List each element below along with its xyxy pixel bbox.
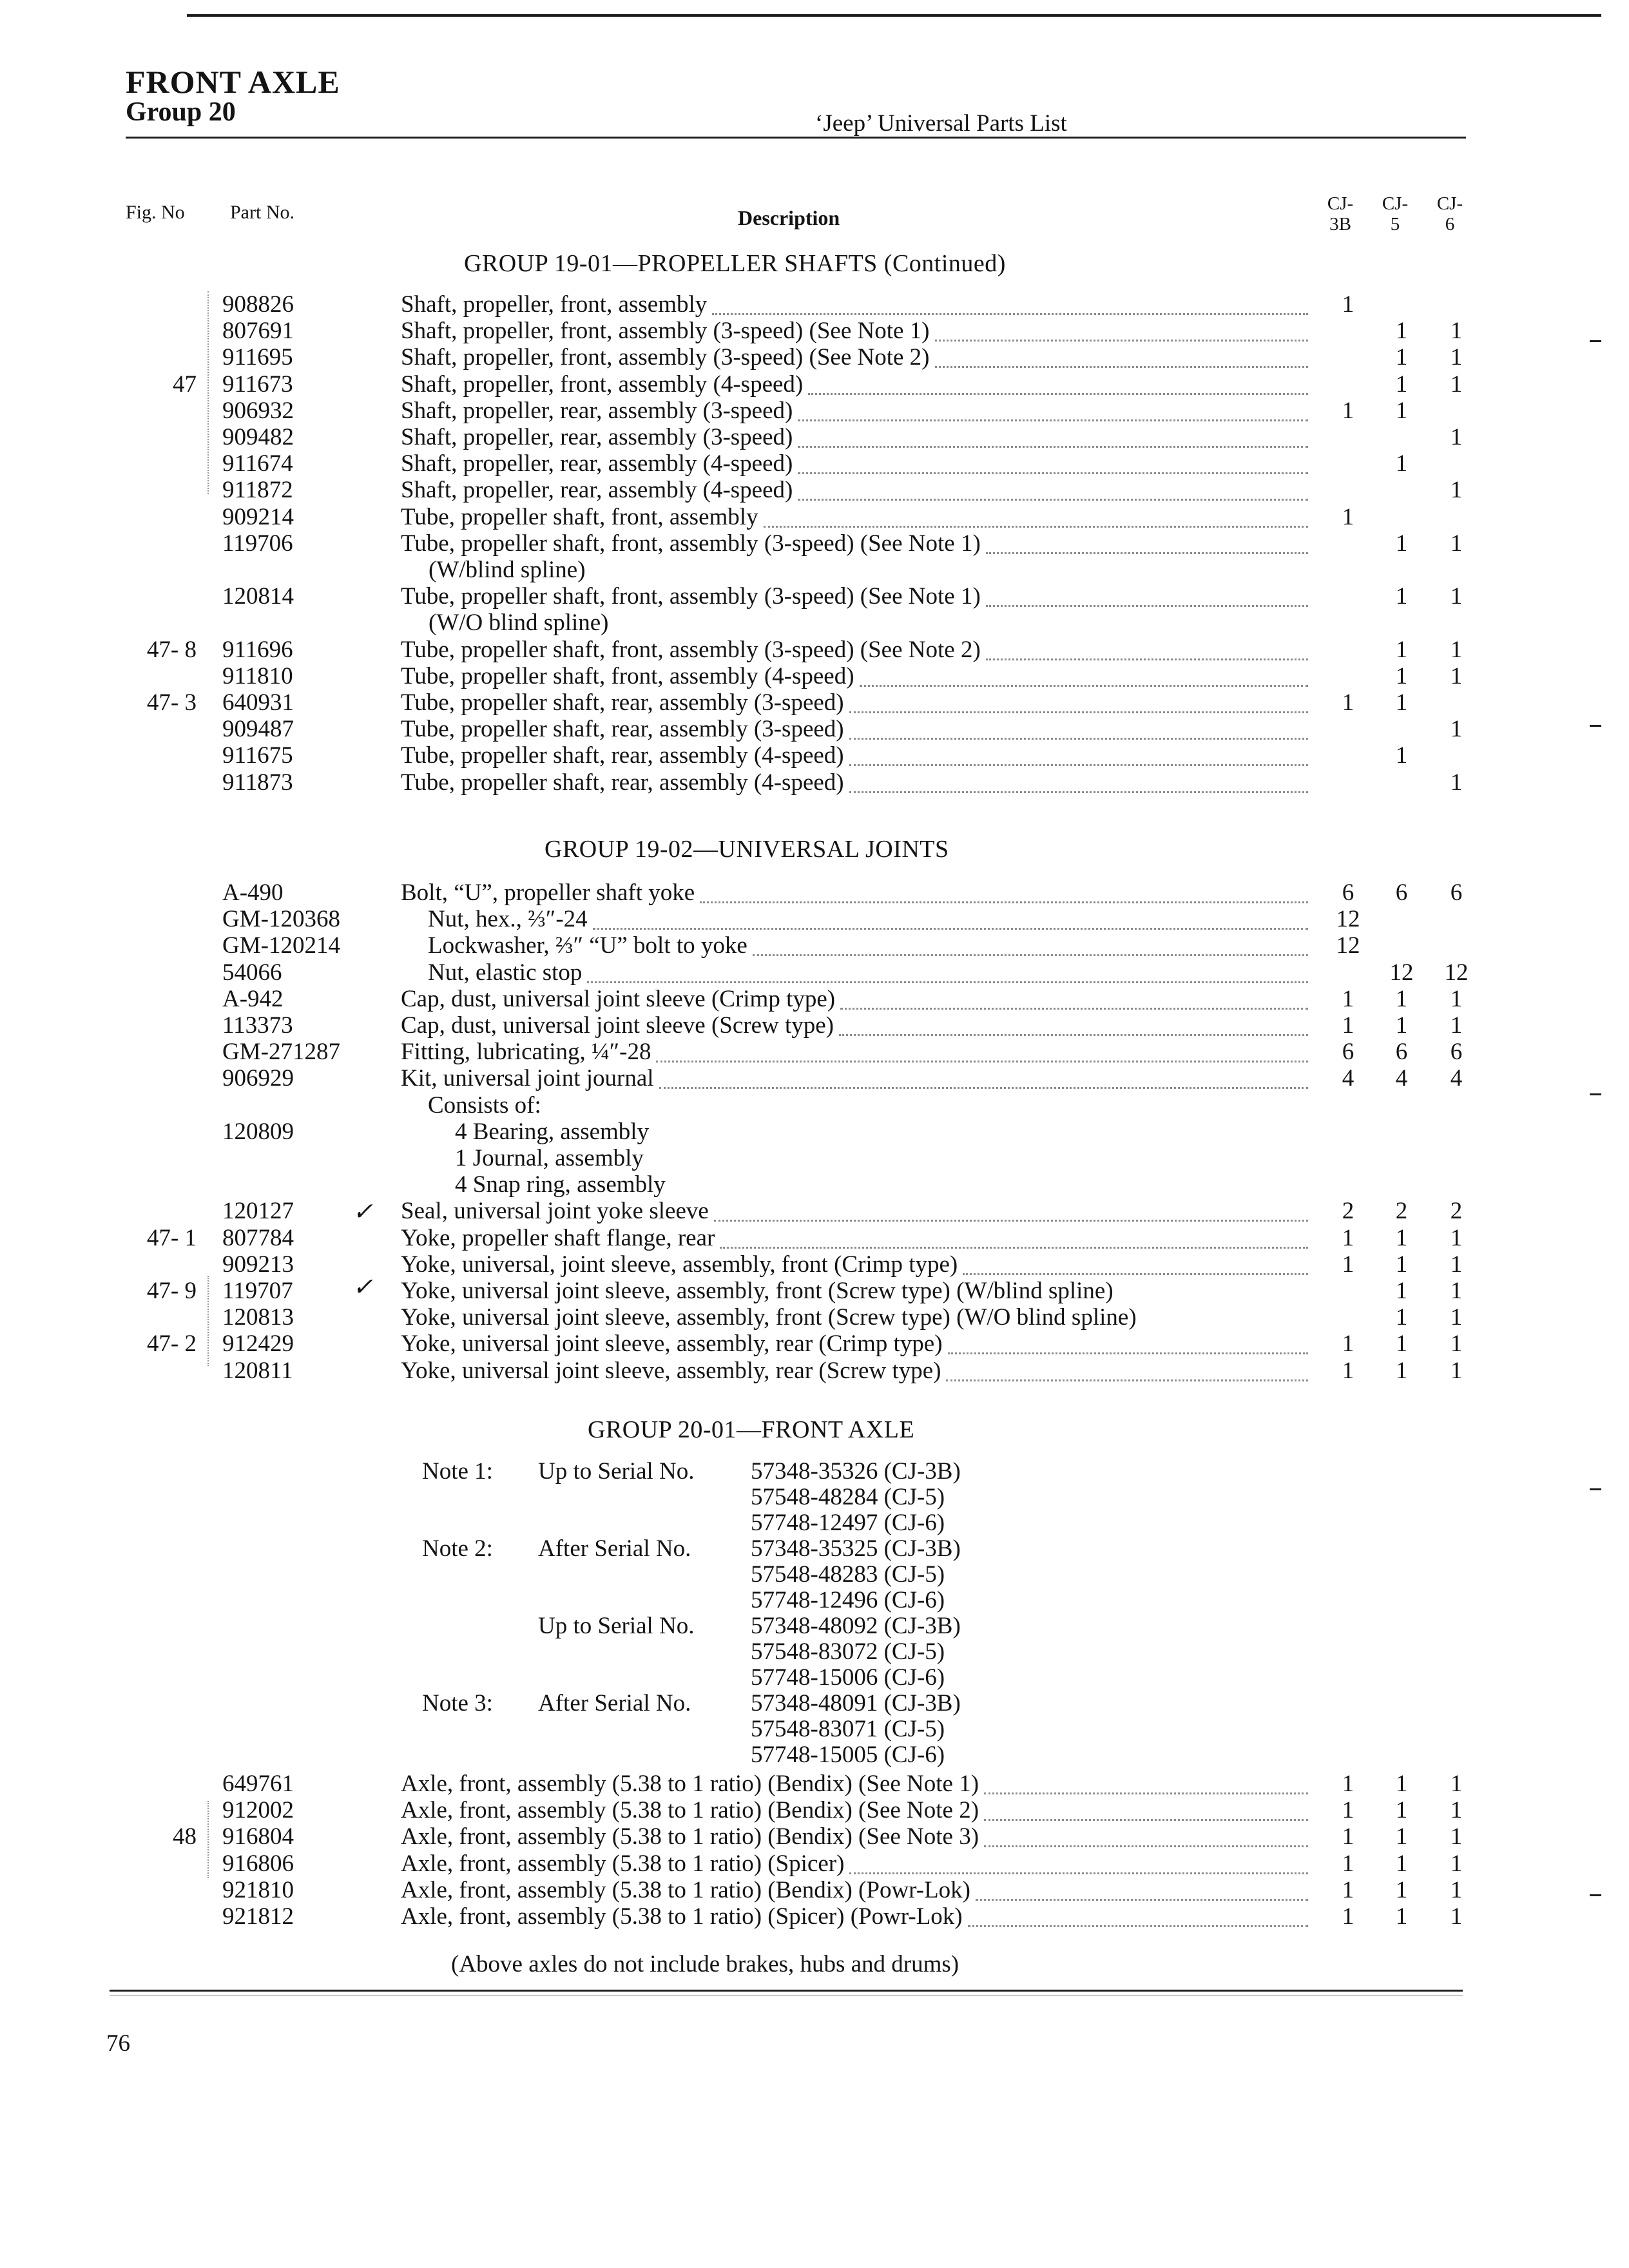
note-serial: 57748-15006 (CJ-6) xyxy=(751,1664,945,1691)
table-row xyxy=(0,1065,1629,1093)
qty-cj5: 1 xyxy=(1395,636,1408,663)
qty-cj3b: 1 xyxy=(1342,1331,1354,1358)
table-row xyxy=(0,663,1629,691)
qty-cj3b: 1 xyxy=(1342,397,1354,424)
part-description: Shaft, propeller, rear, assembly (3-speed) xyxy=(401,397,793,424)
qty-cj5: 1 xyxy=(1395,1357,1408,1384)
part-number: 911673 xyxy=(222,370,293,398)
part-description: Nut, elastic stop xyxy=(428,959,583,986)
qty-cj5: 12 xyxy=(1389,959,1414,986)
part-description: Tube, propeller shaft, rear, assembly (3-speed) xyxy=(401,689,844,716)
table-row xyxy=(0,637,1629,665)
qty-cj6: 1 xyxy=(1450,1251,1463,1278)
table-row xyxy=(0,879,1629,908)
part-number: 909482 xyxy=(222,424,294,450)
table-row xyxy=(0,1278,1629,1306)
qty-cj6: 1 xyxy=(1450,1012,1463,1039)
part-number: 916804 xyxy=(222,1823,294,1850)
qty-cj6: 1 xyxy=(1450,583,1463,610)
leader-dots xyxy=(849,735,1308,740)
qty-cj6: 1 xyxy=(1450,1278,1463,1304)
qty-cj5: 1 xyxy=(1395,742,1408,769)
qty-cj5: 1 xyxy=(1395,1771,1408,1797)
table-row xyxy=(0,583,1629,611)
table-row xyxy=(0,1903,1629,1932)
qty-cj3b: 1 xyxy=(1342,1771,1354,1797)
table-row-continuation xyxy=(0,610,1629,638)
column-header-cj6: CJ- 6 xyxy=(1436,193,1463,235)
leader-dots xyxy=(986,602,1308,607)
part-number: 807784 xyxy=(222,1224,294,1251)
check-mark: ✓ xyxy=(352,1198,373,1225)
part-number: 649761 xyxy=(222,1771,294,1797)
part-description: Axle, front, assembly (5.38 to 1 ratio) (Bendix) (See Note 1) xyxy=(401,1771,979,1797)
table-row xyxy=(0,1877,1629,1905)
qty-cj3b: 1 xyxy=(1342,1224,1354,1251)
leader-dots xyxy=(587,979,1308,983)
table-row xyxy=(0,318,1629,346)
part-description: Yoke, universal joint sleeve, assembly, front (Screw type) (W/blind spline) xyxy=(401,1278,1113,1304)
leader-dots xyxy=(798,470,1308,474)
part-description: Fitting, lubricating, ¼″-28 xyxy=(401,1039,651,1066)
leader-dots xyxy=(935,337,1308,341)
note-serial: 57748-12496 (CJ-6) xyxy=(751,1587,945,1613)
table-row xyxy=(0,450,1629,479)
part-description: Tube, propeller shaft, front, assembly (3-speed) (See Note 2) xyxy=(401,636,981,663)
part-number: 911873 xyxy=(222,769,293,796)
figure-number: 47- 3 xyxy=(146,689,197,716)
leader-dots xyxy=(753,952,1308,956)
qty-cj5: 1 xyxy=(1395,662,1408,689)
part-description: Tube, propeller shaft, rear, assembly (4-speed) xyxy=(401,742,844,769)
part-description: Nut, hex., ⅔″-24 xyxy=(428,906,588,933)
leader-dots xyxy=(798,443,1308,448)
qty-cj6: 1 xyxy=(1450,530,1463,557)
part-number: 807691 xyxy=(222,318,294,345)
part-description: Seal, universal joint yoke sleeve xyxy=(401,1198,709,1225)
part-description: Cap, dust, universal joint sleeve (Screw type) xyxy=(401,1012,834,1039)
table-row-continuation xyxy=(0,557,1629,585)
part-number: 912002 xyxy=(222,1797,294,1824)
part-number: A-942 xyxy=(222,985,284,1012)
note-label: Note 1: xyxy=(422,1458,493,1485)
part-number: GM-120214 xyxy=(222,932,340,959)
table-row xyxy=(0,1771,1629,1799)
qty-cj5: 1 xyxy=(1395,1797,1408,1824)
part-description: Shaft, propeller, rear, assembly (4-speed) xyxy=(401,450,793,477)
part-number: 906932 xyxy=(222,397,294,424)
leader-dots xyxy=(984,1816,1308,1821)
table-row xyxy=(0,1225,1629,1253)
qty-cj5: 1 xyxy=(1395,1224,1408,1251)
part-number: GM-271287 xyxy=(222,1039,340,1066)
qty-cj5: 1 xyxy=(1395,397,1408,424)
part-number: 120809 xyxy=(222,1118,294,1145)
leader-dots xyxy=(808,390,1308,395)
table-row xyxy=(0,477,1629,505)
qty-cj3b: 1 xyxy=(1342,1823,1354,1850)
part-description: Shaft, propeller, front, assembly (4-speed) xyxy=(401,370,804,398)
note-serial: 57348-35326 (CJ-3B) xyxy=(751,1458,961,1485)
qty-cj3b: 1 xyxy=(1342,985,1354,1012)
part-description: Consists of: xyxy=(428,1091,541,1119)
note-serial: 57548-83072 (CJ-5) xyxy=(751,1639,945,1665)
part-number: 54066 xyxy=(222,959,282,986)
part-number: 909487 xyxy=(222,716,294,743)
qty-cj5: 1 xyxy=(1395,1876,1408,1903)
qty-cj6: 1 xyxy=(1450,318,1463,345)
part-description: Shaft, propeller, front, assembly xyxy=(401,291,708,318)
part-description: Yoke, propeller shaft flange, rear xyxy=(401,1224,715,1251)
qty-cj3b: 12 xyxy=(1336,932,1360,959)
qty-cj3b: 6 xyxy=(1342,879,1354,906)
qty-cj6: 1 xyxy=(1450,477,1463,504)
leader-dots xyxy=(849,1870,1308,1874)
figure-number: 47 xyxy=(173,370,197,398)
part-description: Bolt, “U”, propeller shaft yoke xyxy=(401,879,695,906)
qty-cj5: 6 xyxy=(1395,879,1408,906)
note-serial: 57548-48283 (CJ-5) xyxy=(751,1561,945,1588)
part-number: 640931 xyxy=(222,689,294,716)
qty-cj3b: 2 xyxy=(1342,1198,1354,1225)
qty-cj6: 1 xyxy=(1450,1876,1463,1903)
column-header-description: Description xyxy=(738,206,840,229)
part-number: A-490 xyxy=(222,879,284,906)
table-row xyxy=(0,1850,1629,1879)
table-row xyxy=(0,1092,1629,1120)
qty-cj3b: 1 xyxy=(1342,1850,1354,1877)
qty-cj5: 1 xyxy=(1395,344,1408,371)
qty-cj3b: 1 xyxy=(1342,291,1354,318)
table-row xyxy=(0,906,1629,934)
table-row xyxy=(0,986,1629,1014)
qty-cj3b: 1 xyxy=(1342,1357,1354,1384)
note-label: Note 3: xyxy=(422,1690,493,1716)
part-description: Tube, propeller shaft, rear, assembly (4-speed) xyxy=(401,769,844,796)
qty-cj3b: 1 xyxy=(1342,1251,1354,1278)
part-description: Tube, propeller shaft, rear, assembly (3-speed) xyxy=(401,716,844,743)
table-row xyxy=(0,1198,1629,1226)
part-description: Tube, propeller shaft, front, assembly (3-speed) (See Note 1) xyxy=(401,530,981,557)
figure-number: 47- 9 xyxy=(146,1278,197,1304)
part-description: 4 Bearing, assembly xyxy=(455,1118,650,1145)
leader-dots xyxy=(984,1843,1308,1847)
note-phrase: After Serial No. xyxy=(538,1690,691,1716)
note-phrase: Up to Serial No. xyxy=(538,1458,695,1485)
note-phrase: After Serial No. xyxy=(538,1535,691,1562)
qty-cj6: 1 xyxy=(1450,1797,1463,1824)
part-description: Axle, front, assembly (5.38 to 1 ratio) (Spicer) xyxy=(401,1850,845,1877)
table-row xyxy=(0,1797,1629,1825)
part-number: 921812 xyxy=(222,1903,294,1930)
part-description: Tube, propeller shaft, front, assembly xyxy=(401,503,758,530)
table-row xyxy=(0,1304,1629,1332)
leader-dots xyxy=(860,682,1308,687)
qty-cj5: 1 xyxy=(1395,1331,1408,1358)
table-row xyxy=(0,504,1629,532)
group-title-propeller-shafts: GROUP 19-01—PROPELLER SHAFTS (Continued) xyxy=(464,250,1006,277)
table-row xyxy=(0,291,1629,320)
leader-dots xyxy=(968,1923,1308,1927)
note-serial: 57748-12497 (CJ-6) xyxy=(751,1510,945,1536)
qty-cj6: 1 xyxy=(1450,1850,1463,1877)
list-subtitle: ‘Jeep’ Universal Parts List xyxy=(815,110,1067,137)
part-description: Shaft, propeller, rear, assembly (3-speed) xyxy=(401,424,793,450)
column-header-cj3b: CJ- 3B xyxy=(1327,193,1354,235)
part-description: Lockwasher, ⅔″ “U” bolt to yoke xyxy=(428,932,747,959)
qty-cj5: 1 xyxy=(1395,1251,1408,1278)
part-number: 909213 xyxy=(222,1251,294,1278)
column-header-part: Part No. xyxy=(230,202,294,223)
qty-cj5: 2 xyxy=(1395,1198,1408,1225)
qty-cj6: 6 xyxy=(1450,879,1463,906)
leader-dots xyxy=(849,762,1308,766)
leader-dots xyxy=(963,1271,1308,1275)
part-number: 912429 xyxy=(222,1331,294,1358)
leader-dots xyxy=(976,1896,1308,1901)
qty-cj6: 1 xyxy=(1450,1331,1463,1358)
leader-dots xyxy=(986,550,1308,554)
part-description-continuation: (W/O blind spline) xyxy=(429,610,609,637)
qty-cj6: 1 xyxy=(1450,1903,1463,1930)
qty-cj3b: 1 xyxy=(1342,1012,1354,1039)
note-phrase: Up to Serial No. xyxy=(538,1613,695,1639)
qty-cj5: 1 xyxy=(1395,985,1408,1012)
column-header-cj5: CJ- 5 xyxy=(1382,193,1409,235)
table-row xyxy=(0,1823,1629,1852)
qty-cj6: 1 xyxy=(1450,769,1463,796)
group-label: Group 20 xyxy=(126,97,236,127)
part-number: 113373 xyxy=(222,1012,293,1039)
part-number: 916806 xyxy=(222,1850,294,1877)
part-number: 120814 xyxy=(222,583,294,610)
part-number: 906929 xyxy=(222,1065,294,1092)
qty-cj5: 1 xyxy=(1395,1012,1408,1039)
qty-cj6: 1 xyxy=(1450,1357,1463,1384)
table-row xyxy=(0,1358,1629,1386)
qty-cj3b: 1 xyxy=(1342,689,1354,716)
qty-cj3b: 4 xyxy=(1342,1065,1354,1092)
part-description: 1 Journal, assembly xyxy=(455,1145,644,1171)
part-description: Tube, propeller shaft, front, assembly (4-speed) xyxy=(401,662,854,689)
part-number: 120127 xyxy=(222,1198,294,1225)
part-description: Shaft, propeller, rear, assembly (4-speed) xyxy=(401,477,793,504)
leader-dots xyxy=(948,1350,1308,1354)
leader-dots xyxy=(840,1005,1308,1010)
qty-cj5: 1 xyxy=(1395,1903,1408,1930)
qty-cj5: 1 xyxy=(1395,318,1408,345)
figure-number: 47- 8 xyxy=(146,636,197,663)
table-row xyxy=(0,1171,1629,1200)
leader-dots xyxy=(659,1084,1308,1089)
page-title: FRONT AXLE xyxy=(126,64,340,100)
part-description: Axle, front, assembly (5.38 to 1 ratio) (Bendix) (Powr-Lok) xyxy=(401,1876,970,1903)
qty-cj5: 1 xyxy=(1395,1278,1408,1304)
part-description: Cap, dust, universal joint sleeve (Crimp type) xyxy=(401,985,836,1012)
part-number: 911674 xyxy=(222,450,293,477)
leader-dots xyxy=(700,899,1308,903)
part-description: 4 Snap ring, assembly xyxy=(455,1171,666,1198)
table-row xyxy=(0,932,1629,961)
qty-cj6: 12 xyxy=(1444,959,1469,986)
qty-cj6: 2 xyxy=(1450,1198,1463,1225)
part-number: 119707 xyxy=(222,1278,293,1304)
group-title-front-axle: GROUP 20-01—FRONT AXLE xyxy=(588,1416,915,1443)
qty-cj6: 1 xyxy=(1450,985,1463,1012)
column-header-fig: Fig. No xyxy=(126,202,185,223)
qty-cj5: 4 xyxy=(1395,1065,1408,1092)
leader-dots xyxy=(935,363,1308,368)
part-description: Yoke, universal, joint sleeve, assembly, front (Crimp type) xyxy=(401,1251,958,1278)
table-row xyxy=(0,689,1629,718)
table-row xyxy=(0,398,1629,426)
part-description: Kit, universal joint journal xyxy=(401,1065,654,1092)
table-row xyxy=(0,769,1629,798)
part-description: Axle, front, assembly (5.38 to 1 ratio) (Bendix) (See Note 2) xyxy=(401,1797,979,1824)
check-mark: ✓ xyxy=(352,1274,373,1301)
qty-cj3b: 6 xyxy=(1342,1039,1354,1066)
qty-cj6: 1 xyxy=(1450,344,1463,371)
qty-cj6: 1 xyxy=(1450,1224,1463,1251)
part-description: Shaft, propeller, front, assembly (3-speed) (See Note 1) xyxy=(401,318,930,345)
figure-number: 47- 2 xyxy=(146,1331,197,1358)
qty-cj6: 1 xyxy=(1450,1304,1463,1331)
qty-cj3b: 1 xyxy=(1342,1903,1354,1930)
qty-cj6: 4 xyxy=(1450,1065,1463,1092)
qty-cj5: 1 xyxy=(1395,530,1408,557)
page-number: 76 xyxy=(106,2030,130,2057)
leader-dots xyxy=(764,523,1308,528)
part-number: 911810 xyxy=(222,662,293,689)
part-number: 921810 xyxy=(222,1876,294,1903)
part-description: Shaft, propeller, front, assembly (3-speed) (See Note 2) xyxy=(401,344,930,371)
leader-dots xyxy=(714,1217,1308,1222)
note-serial: 57348-35325 (CJ-3B) xyxy=(751,1535,961,1562)
note-serial: 57348-48091 (CJ-3B) xyxy=(751,1690,961,1716)
axle-footnote: (Above axles do not include brakes, hubs and drums) xyxy=(451,1951,959,1977)
table-row xyxy=(0,1012,1629,1041)
leader-dots xyxy=(712,311,1308,315)
part-description: Yoke, universal joint sleeve, assembly, rear (Screw type) xyxy=(401,1357,941,1384)
part-number: 909214 xyxy=(222,503,294,530)
part-description-continuation: (W/blind spline) xyxy=(429,557,586,583)
table-row xyxy=(0,371,1629,399)
part-description: Yoke, universal joint sleeve, assembly, front (Screw type) (W/O blind spline) xyxy=(401,1304,1137,1331)
table-row xyxy=(0,742,1629,771)
note-serial: 57348-48092 (CJ-3B) xyxy=(751,1613,961,1639)
part-number: 911872 xyxy=(222,477,293,504)
table-row xyxy=(0,1039,1629,1067)
part-number: 120811 xyxy=(222,1357,293,1384)
note-label: Note 2: xyxy=(422,1535,493,1562)
qty-cj3b: 1 xyxy=(1342,503,1354,530)
qty-cj3b: 1 xyxy=(1342,1876,1354,1903)
note-serial: 57748-15005 (CJ-6) xyxy=(751,1742,945,1768)
part-number: 911696 xyxy=(222,636,293,663)
part-description: Axle, front, assembly (5.38 to 1 ratio) (Bendix) (See Note 3) xyxy=(401,1823,979,1850)
part-description: Tube, propeller shaft, front, assembly (3-speed) (See Note 1) xyxy=(401,583,981,610)
part-number: 119706 xyxy=(222,530,293,557)
table-row xyxy=(0,1251,1629,1280)
table-row xyxy=(0,1145,1629,1173)
qty-cj6: 1 xyxy=(1450,1771,1463,1797)
group-title-universal-joints: GROUP 19-02—UNIVERSAL JOINTS xyxy=(545,836,949,863)
table-row xyxy=(0,716,1629,744)
leader-dots xyxy=(946,1377,1308,1381)
leader-dots xyxy=(849,789,1308,793)
leader-dots xyxy=(593,925,1308,930)
qty-cj6: 1 xyxy=(1450,1823,1463,1850)
leader-dots xyxy=(798,496,1308,501)
part-number: 908826 xyxy=(222,291,294,318)
qty-cj6: 6 xyxy=(1450,1039,1463,1066)
qty-cj5: 1 xyxy=(1395,1850,1408,1877)
part-number: GM-120368 xyxy=(222,906,340,933)
leader-dots xyxy=(656,1058,1308,1062)
qty-cj5: 1 xyxy=(1395,1304,1408,1331)
table-row xyxy=(0,959,1629,988)
leader-dots xyxy=(986,656,1308,660)
qty-cj6: 1 xyxy=(1450,636,1463,663)
figure-number: 47- 1 xyxy=(146,1224,197,1251)
part-number: 911695 xyxy=(222,344,293,371)
qty-cj3b: 1 xyxy=(1342,1797,1354,1824)
leader-dots xyxy=(849,709,1308,713)
leader-dots xyxy=(984,1790,1308,1794)
qty-cj6: 1 xyxy=(1450,370,1463,398)
leader-dots xyxy=(798,417,1308,421)
qty-cj5: 1 xyxy=(1395,689,1408,716)
table-row xyxy=(0,424,1629,452)
leader-dots xyxy=(839,1032,1308,1036)
part-number: 120813 xyxy=(222,1304,294,1331)
note-serial: 57548-83071 (CJ-5) xyxy=(751,1716,945,1742)
part-number: 911675 xyxy=(222,742,293,769)
table-row xyxy=(0,344,1629,372)
leader-dots xyxy=(720,1244,1308,1249)
figure-number: 48 xyxy=(173,1823,197,1850)
qty-cj6: 1 xyxy=(1450,424,1463,450)
qty-cj5: 1 xyxy=(1395,1823,1408,1850)
qty-cj3b: 12 xyxy=(1336,906,1360,933)
note-serial: 57548-48284 (CJ-5) xyxy=(751,1484,945,1510)
table-row xyxy=(0,1331,1629,1359)
qty-cj5: 1 xyxy=(1395,450,1408,477)
qty-cj6: 1 xyxy=(1450,716,1463,743)
qty-cj5: 6 xyxy=(1395,1039,1408,1066)
qty-cj6: 1 xyxy=(1450,662,1463,689)
table-row xyxy=(0,1119,1629,1147)
qty-cj5: 1 xyxy=(1395,583,1408,610)
part-description: Axle, front, assembly (5.38 to 1 ratio) (Spicer) (Powr-Lok) xyxy=(401,1903,963,1930)
qty-cj5: 1 xyxy=(1395,370,1408,398)
table-row xyxy=(0,530,1629,559)
part-description: Yoke, universal joint sleeve, assembly, rear (Crimp type) xyxy=(401,1331,943,1358)
